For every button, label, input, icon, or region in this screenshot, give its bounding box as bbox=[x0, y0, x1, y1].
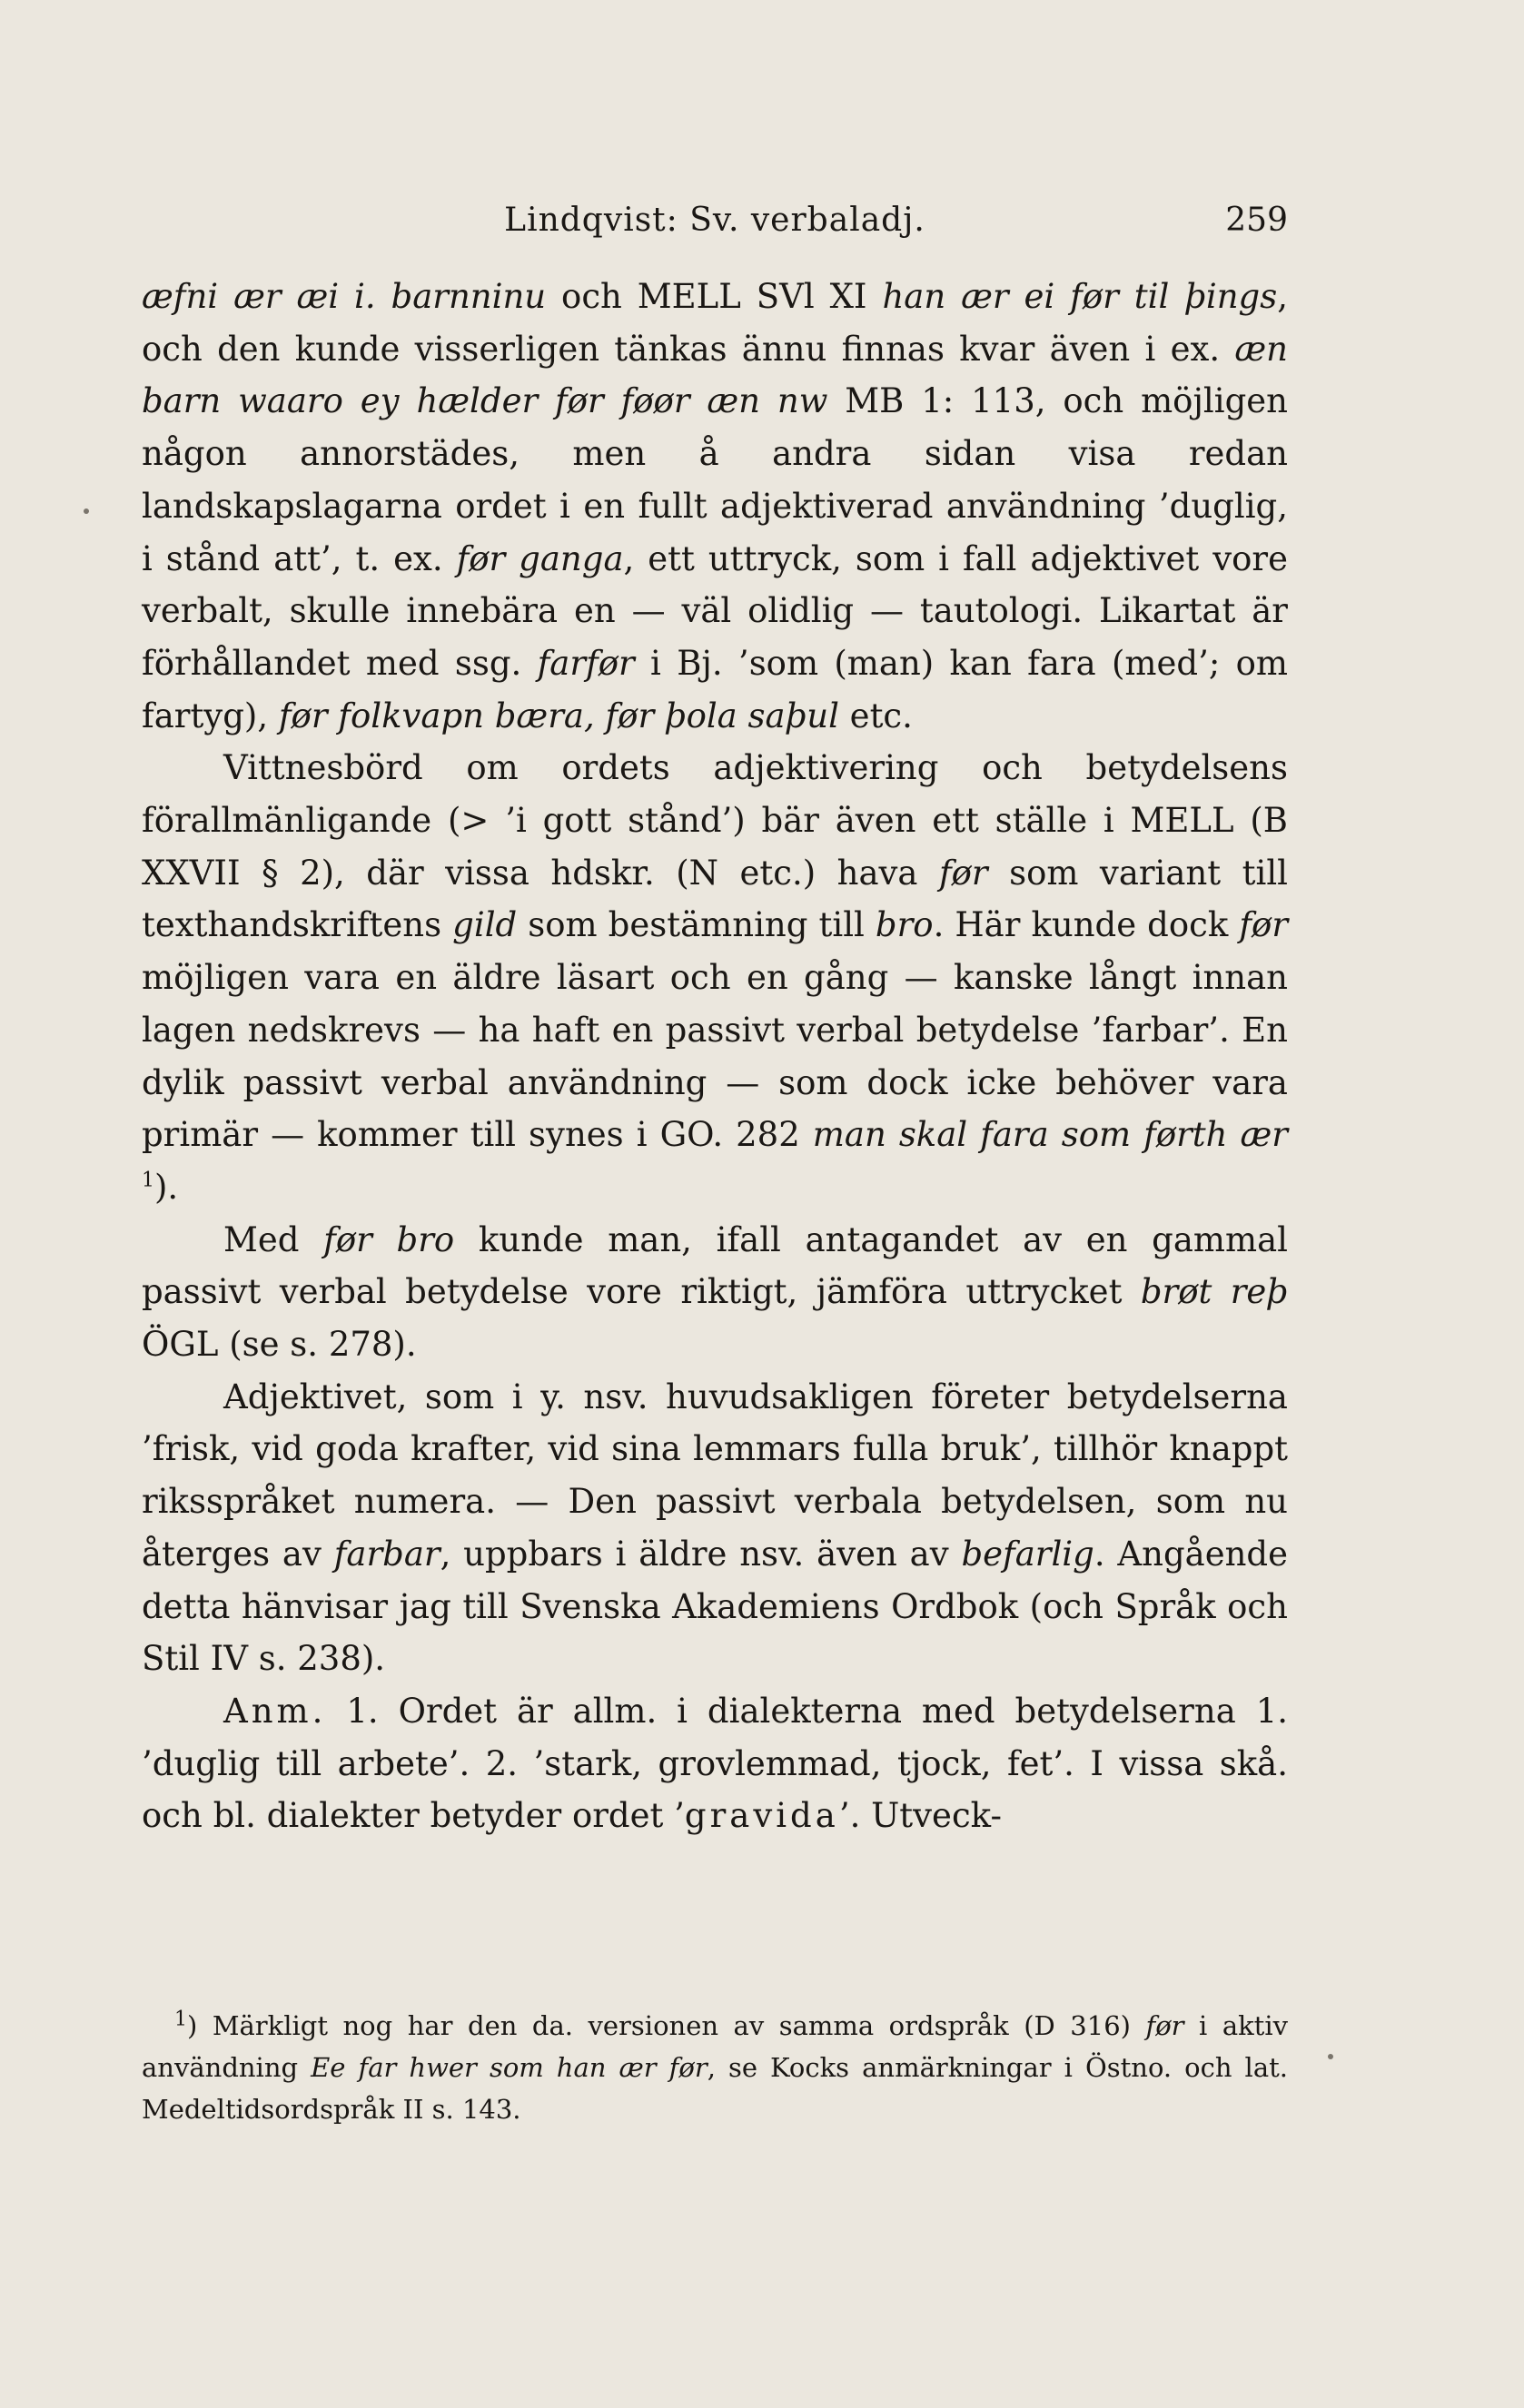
text-run: , och den kunde visserligen tänkas ännu finnas kvar även i ex. bbox=[142, 277, 1288, 369]
text-run: ) Märkligt nog har den da. versionen av samma ordspråk (D 316) bbox=[187, 2010, 1146, 2041]
italic-text: befarlig bbox=[961, 1534, 1094, 1574]
italic-text: farbar bbox=[333, 1534, 440, 1574]
italic-text: før ganga bbox=[456, 538, 624, 578]
paragraph bbox=[142, 1214, 1288, 1371]
main-text bbox=[142, 271, 1288, 1842]
spaced-text: gravida bbox=[684, 1796, 839, 1836]
italic-text: før bbox=[1145, 2010, 1184, 2041]
italic-text: før folkvapn bæra, før þola saþul bbox=[278, 696, 839, 735]
text-run: som bestämning till bbox=[517, 905, 876, 945]
italic-text: bro bbox=[875, 905, 934, 945]
spaced-text: Anm. bbox=[223, 1691, 327, 1731]
italic-text: farfør bbox=[537, 643, 635, 683]
text-run: och MELL SVl XI bbox=[546, 277, 883, 316]
italic-text: før bbox=[1239, 905, 1289, 945]
paragraph bbox=[142, 1371, 1288, 1685]
text-run: i aktiv användning bbox=[142, 2010, 1288, 2083]
italic-text: før bbox=[938, 853, 988, 893]
text-run: som variant till texthandskriftens bbox=[142, 853, 1288, 945]
text-run: kunde man, ifall antagandet av en gammal passivt verbal betydelse vore riktigt, jämföra uttrycket bbox=[142, 1219, 1288, 1312]
italic-text: før bro bbox=[323, 1219, 455, 1259]
paragraph bbox=[142, 271, 1288, 742]
text-run: Adjektivet, som i y. nsv. huvudsakligen företer betydelserna ’frisk, vid goda krafter, vid sina lemmars fulla bruk’, tillhör knappt riksspråket numera. — Den passivt verbala betydelsen, som nu återges av bbox=[142, 1377, 1288, 1574]
text-run: Med bbox=[223, 1219, 324, 1259]
text-run: . Här kunde dock bbox=[933, 905, 1240, 945]
page-header bbox=[142, 202, 1288, 256]
text-run: 1. Ordet är allm. i dialekterna med betydelserna 1. ’duglig till arbete’. 2. ’stark, grovlemmad, tjock, fet’. I vissa skå. och bl. dialekter betyder ordet ’ bbox=[142, 1691, 1288, 1836]
running-title: Lindqvist: Sv. verbaladj. bbox=[504, 202, 925, 239]
text-run: ÖGL (se s. 278). bbox=[142, 1325, 417, 1365]
remark-paragraph bbox=[142, 1685, 1288, 1842]
page-number: 259 bbox=[1225, 202, 1288, 239]
footnote bbox=[142, 2005, 1288, 2130]
text-run: etc. bbox=[838, 696, 913, 735]
text-run: i Bj. ’som (man) kan fara (med’; om fartyg), bbox=[142, 643, 1288, 735]
paragraph bbox=[142, 742, 1288, 1213]
text-run: , uppbars i äldre nsv. även av bbox=[440, 1534, 962, 1574]
text-run: . Angående detta hänvisar jag till Svenska Akademiens Ordbok (och Språk och Stil IV s. 238). bbox=[142, 1534, 1288, 1679]
paper-speck bbox=[84, 508, 89, 514]
italic-text: æfni ær æi i. barnninu bbox=[142, 277, 547, 316]
italic-text: Ee far hwer som han ær før bbox=[311, 2052, 708, 2083]
italic-text: man skal fara som førth ær bbox=[812, 1115, 1288, 1155]
footnote-ref: 1 bbox=[174, 2008, 187, 2031]
italic-text: brøt reþ bbox=[1140, 1272, 1288, 1312]
italic-text: æn barn waaro ey hælder før føør æn nw bbox=[142, 329, 1288, 421]
italic-text: han ær ei før til þings bbox=[882, 277, 1278, 316]
text-run: ’. Utveck- bbox=[838, 1796, 1002, 1836]
footnotes bbox=[142, 2005, 1288, 2130]
text-run: , se Kocks anmärkningar i Östno. och lat. Medeltidsordspråk II s. 143. bbox=[142, 2052, 1288, 2125]
text-run: , ett uttryck, som i fall adjektivet vore verbalt, skulle innebära en — väl olidlig — tautologi. Likartat är förhållandet med ssg. bbox=[142, 538, 1288, 683]
italic-text: gild bbox=[452, 905, 518, 945]
text-run: Vittnesbörd om ordets adjektivering och betydelsens förallmänligande (> ’i gott stånd’) bär även ett ställe i MELL (B XXVII § 2), där vissa hdskr. (N etc.) hava bbox=[142, 748, 1288, 893]
text-run: möjligen vara en äldre läsart och en gång — kanske långt innan lagen nedskrevs — ha haft en passivt verbal betydelse ’farbar’. En dylik passivt verbal användning — som dock icke behöver vara primär — kommer till synes i GO. 282 bbox=[142, 958, 1288, 1155]
text-run: ). bbox=[154, 1167, 179, 1207]
paper-speck bbox=[1328, 2054, 1333, 2059]
text-run: MB 1: 113, och möjligen någon annorstädes, men å andra sidan visa redan landskapslagarna ordet i en fullt adjektiverad användning ’duglig, i stånd att’, t. ex. bbox=[142, 381, 1288, 578]
footnote-ref: 1 bbox=[142, 1169, 154, 1192]
